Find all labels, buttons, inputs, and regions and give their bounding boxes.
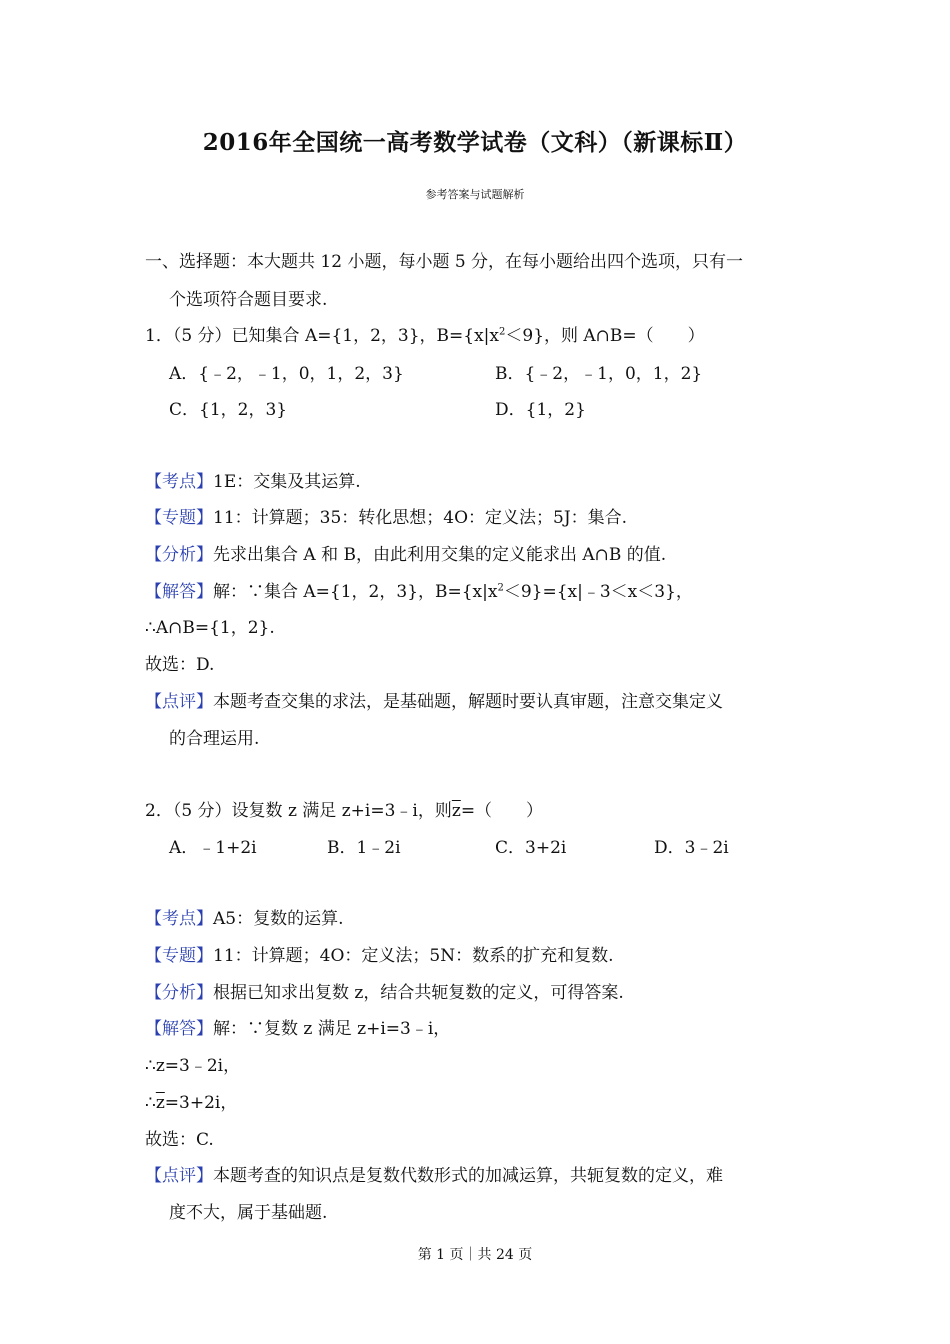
page-subtitle: 参考答案与试题解析 — [425, 188, 525, 201]
q2-stem-conjugate-z: $\overline{z}$ — [451, 801, 461, 821]
q1-stem-superscript: 2 — [499, 326, 506, 338]
q2-fenxi-text: 根据已知求出复数 z，结合共轭复数的定义，可得答案. — [213, 983, 624, 1003]
q2-option-d: D．3﹣2i — [654, 838, 729, 858]
q1-fenxi-text: 先求出集合 A 和 B，由此利用交集的定义能求出 A∩B 的值. — [213, 545, 667, 565]
q2-option-c: C．3+2i — [495, 838, 567, 858]
q1-option-b: B．{﹣2，﹣1，0，1，2} — [495, 364, 703, 384]
q2-kaodian-tag: 【考点】 — [145, 909, 213, 929]
q1-option-d: D．{1，2} — [495, 400, 586, 420]
q2-kaodian-text: A5：复数的运算. — [213, 909, 344, 929]
q2-stem — [145, 801, 543, 821]
q2-jieda-text: 解：∵复数 z 满足 z+i=3﹣i， — [213, 1019, 451, 1039]
q1-stem — [145, 326, 705, 346]
q1-kaodian — [145, 472, 361, 492]
q1-choice: 故选：D. — [145, 655, 215, 675]
q1-dianping — [145, 692, 723, 712]
q1-dianping-tag: 【点评】 — [145, 692, 213, 712]
q2-zhuanti — [145, 946, 613, 966]
q1-jieda-text-a: 解：∵集合 A={1，2，3}，B={x|x — [213, 582, 498, 602]
q2-choice: 故选：C. — [145, 1130, 214, 1150]
q1-dianping-line2: 的合理运用. — [169, 729, 260, 749]
q2-dianping-text: 本题考查的知识点是复数代数形式的加减运算，共轭复数的定义，难 — [213, 1166, 723, 1186]
q1-fenxi-tag: 【分析】 — [145, 545, 213, 565]
q1-fenxi — [145, 545, 666, 565]
q2-zhuanti-tag: 【专题】 — [145, 946, 213, 966]
q2-stem-text-b: =（ ） — [460, 801, 544, 821]
q2-option-b: B．1﹣2i — [327, 838, 401, 858]
q1-jieda-text-b: ＜9}={x|﹣3＜x＜3}， — [503, 582, 693, 602]
q2-step2 — [145, 1093, 237, 1113]
q2-step2-conjugate-z: $\overline{z}$ — [155, 1093, 165, 1113]
q2-jieda — [145, 1019, 450, 1039]
q2-fenxi-tag: 【分析】 — [145, 983, 213, 1003]
q2-dianping-line2: 度不大，属于基础题. — [169, 1203, 328, 1223]
q1-jieda-tag: 【解答】 — [145, 582, 213, 602]
section-heading-line1: 一、选择题：本大题共 12 小题，每小题 5 分，在每小题给出四个选项，只有一 — [145, 252, 744, 272]
q1-zhuanti-tag: 【专题】 — [145, 508, 213, 528]
q2-stem-text-a: 2．（5 分）设复数 z 满足 z+i=3﹣i，则 — [145, 801, 452, 821]
q2-step1: ∴z=3﹣2i， — [145, 1056, 241, 1076]
q2-jieda-tag: 【解答】 — [145, 1019, 213, 1039]
q2-fenxi — [145, 983, 624, 1003]
q1-kaodian-tag: 【考点】 — [145, 472, 213, 492]
q1-zhuanti-text: 11：计算题；35：转化思想；4O：定义法；5J：集合. — [213, 508, 628, 528]
q1-zhuanti — [145, 508, 627, 528]
q1-stem-text-b: ＜9}，则 A∩B=（ ） — [505, 326, 705, 346]
q1-result: ∴A∩B={1，2}. — [145, 618, 275, 638]
page-number-footer: 第 1 页｜共 24 页 — [417, 1247, 533, 1263]
q2-zhuanti-text: 11：计算题；4O：定义法；5N：数系的扩充和复数. — [213, 946, 614, 966]
q1-jieda — [145, 582, 693, 602]
q2-option-a: A．﹣1+2i — [169, 838, 257, 858]
q2-dianping — [145, 1166, 723, 1186]
section-heading-line2: 个选项符合题目要求. — [169, 290, 328, 310]
page-title: 2016年全国统一高考数学试卷（文科）（新课标Ⅱ） — [202, 129, 748, 156]
q2-step2-therefore: ∴ — [145, 1093, 156, 1113]
q1-kaodian-text: 1E：交集及其运算. — [213, 472, 361, 492]
q1-jieda-superscript: 2 — [497, 582, 504, 594]
q2-dianping-tag: 【点评】 — [145, 1166, 213, 1186]
q1-dianping-text: 本题考查交集的求法，是基础题，解题时要认真审题，注意交集定义 — [213, 692, 723, 712]
q1-option-c: C．{1，2，3} — [169, 400, 288, 420]
q1-stem-text-a: 1．（5 分）已知集合 A={1，2，3}，B={x|x — [145, 326, 499, 346]
q1-option-a: A．{﹣2，﹣1，0，1，2，3} — [169, 364, 404, 384]
q2-step2-value: =3+2i， — [164, 1093, 238, 1113]
q2-kaodian — [145, 909, 344, 929]
